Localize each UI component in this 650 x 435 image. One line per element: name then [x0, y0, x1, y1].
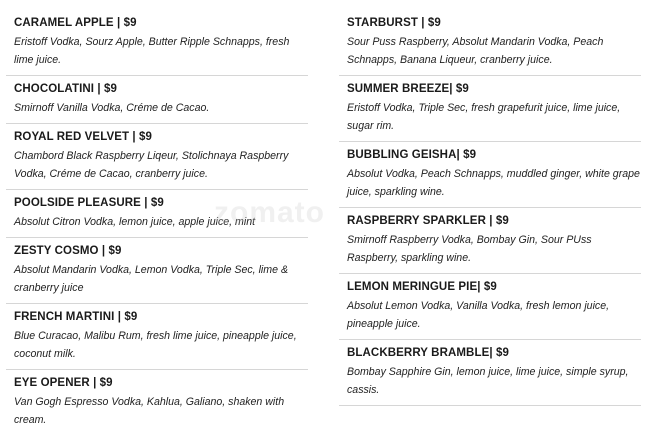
menu-item-name: EYE OPENER | $9	[14, 377, 113, 389]
menu-item-description: Eristoff Vodka, Triple Sec, fresh grapefurit juice, lime juice, sugar rim.	[347, 102, 621, 132]
menu-item-name: CARAMEL APPLE | $9	[14, 17, 137, 29]
menu-item	[6, 304, 308, 370]
menu-item	[6, 124, 308, 190]
menu-item-description: Absolut Vodka, Peach Schnapps, muddled ginger, white grape juice, sparkling wine.	[347, 168, 640, 198]
menu-item-description: Sour Puss Raspberry, Absolut Mandarin Vodka, Peach Schnapps, Banana Liqueur, cranberry juice.	[347, 36, 604, 66]
menu-item-name: FRENCH MARTINI | $9	[14, 311, 138, 323]
menu-item-description: Smirnoff Raspberry Vodka, Bombay Gin, Sour PUss Raspberry, sparkling wine.	[347, 234, 592, 264]
menu-item-description: Absolut Lemon Vodka, Vanilla Vodka, fresh lemon juice, pineapple juice.	[347, 300, 610, 330]
menu-item-name: RASPBERRY SPARKLER | $9	[347, 215, 509, 227]
menu-item-description: Absolut Citron Vodka, lemon juice, apple juice, mint	[14, 216, 256, 228]
menu-item-description: Absolut Mandarin Vodka, Lemon Vodka, Triple Sec, lime & cranberry juice	[14, 264, 289, 294]
menu-item	[6, 76, 308, 124]
menu-item	[339, 142, 641, 208]
menu-item-name: STARBURST | $9	[347, 17, 441, 29]
menu-item	[339, 274, 641, 340]
menu-item-name: POOLSIDE PLEASURE | $9	[14, 197, 164, 209]
menu-item-description: Bombay Sapphire Gin, lemon juice, lime juice, simple syrup, cassis.	[347, 366, 629, 396]
menu-item-name: ROYAL RED VELVET | $9	[14, 131, 153, 143]
menu-item	[339, 12, 641, 76]
menu-item-name: LEMON MERINGUE PIE| $9	[347, 281, 497, 293]
menu-item	[6, 12, 308, 76]
menu-item-description: Chambord Black Raspberry Liqeur, Stolichnaya Raspberry Vodka, Créme de Cacao, cranberry juice.	[14, 150, 289, 180]
menu-item-name: SUMMER BREEZE| $9	[347, 83, 469, 95]
menu-item	[6, 370, 308, 435]
menu-item-description: Blue Curacao, Malibu Rum, fresh lime juice, pineapple juice, coconut milk.	[14, 330, 297, 360]
menu-item	[6, 238, 308, 304]
watermark-logo: zomato	[214, 196, 325, 229]
menu-item-name: CHOCOLATINI | $9	[14, 83, 117, 95]
menu-item	[339, 208, 641, 274]
menu-item-name: BUBBLING GEISHA| $9	[347, 149, 477, 161]
menu-item-description: Eristoff Vodka, Sourz Apple, Butter Ripple Schnapps, fresh lime juice.	[14, 36, 290, 66]
menu-item-description: Van Gogh Espresso Vodka, Kahlua, Galiano, shaken with cream.	[14, 396, 285, 426]
menu-item-description: Smirnoff Vanilla Vodka, Créme de Cacao.	[14, 102, 210, 114]
menu-item-name: BLACKBERRY BRAMBLE| $9	[347, 347, 509, 359]
menu-item	[339, 76, 641, 142]
menu-item-name: ZESTY COSMO | $9	[14, 245, 122, 257]
menu-item	[339, 340, 641, 406]
menu-column-right	[339, 12, 641, 406]
